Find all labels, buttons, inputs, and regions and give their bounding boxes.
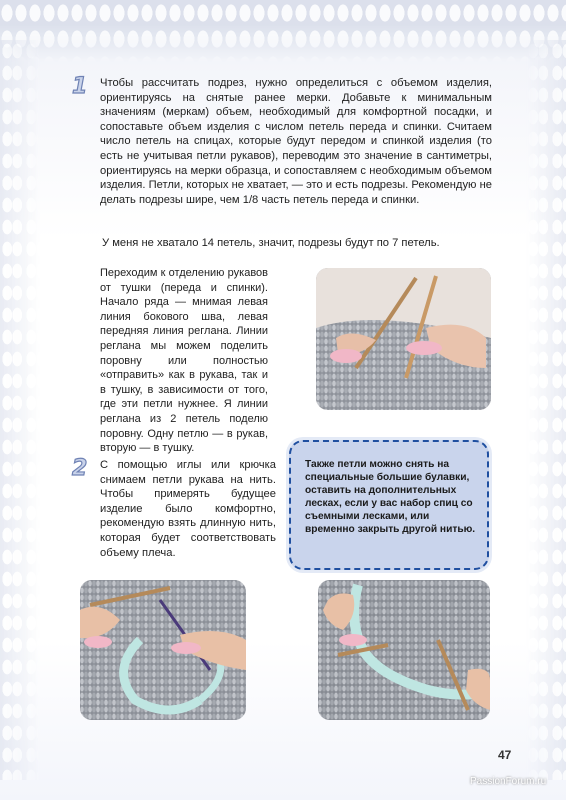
- step-1-note: У меня не хватало 14 петель, значит, подрезы будут по 7 петель.: [102, 237, 440, 249]
- page-number: 47: [498, 748, 512, 762]
- knitting-photo-1: [316, 268, 491, 410]
- knitting-photo-3-image: [318, 580, 490, 720]
- knitting-photo-3: [318, 580, 490, 720]
- knit-pattern-top: [0, 0, 566, 62]
- knitting-photo-2: [80, 580, 246, 720]
- watermark: PassionForum.ru: [470, 776, 547, 787]
- step-2-paragraph: С помощью иглы или крючка снимаем петли рукава на нить. Чтобы примерять будущее изделие было комфортно, рекомендую взять длинную нить, которая будет соответствовать объему плеча.: [100, 459, 276, 559]
- tip-text: Также петли можно снять на специальные большие булавки, оставить на дополнительных лесках, если у вас набор спиц со съемными лесками, или временно закрыть другой нитью.: [305, 459, 476, 535]
- tip-box: [289, 440, 489, 570]
- knitting-photo-1-image: [316, 268, 491, 410]
- step-1-paragraph: Чтобы рассчитать подрез, нужно определиться с объемом изделия, ориентируясь на снятые ранее мерки. Добавьте к минимальным значениям (меркам) объем, необходимый для комфортной посадки, и сопоставьте объем изделия с числом петель переда и спинки. Считаем число петель на спицах, которые будут передом и спинкой изделия (то есть не учитывая петли рукавов), переводим это значение в сантиметры, ориентируясь на мерки образца, и сопоставляем с необходимым объемом изделия. Петли, которых не хватает, — это и есть подрезы. Рекомендую не делать подрезы шире, чем 1/8 часть петель переда и спинки.: [100, 77, 492, 206]
- step-number-2: 2: [72, 456, 88, 481]
- step-number-1: 1: [72, 74, 88, 99]
- knitting-photo-2-image: [80, 580, 246, 720]
- knit-pattern-left: [0, 40, 40, 780]
- knit-pattern-right: [526, 40, 566, 780]
- step-1-paragraph-2: Переходим к отделению рукавов от тушки (переда и спинки). Начало ряда — мнимая левая линия бокового шва, левая передняя линия реглана. Линии реглана мы можем поделить поровну или полностью «отправить» как в рукава, так и в тушку, в зависимости от того, где эти петли нужнее. Я линии реглана из 2 петель поделю поровну. Одну петлю — в рукав, вторую — в тушку.: [100, 267, 268, 455]
